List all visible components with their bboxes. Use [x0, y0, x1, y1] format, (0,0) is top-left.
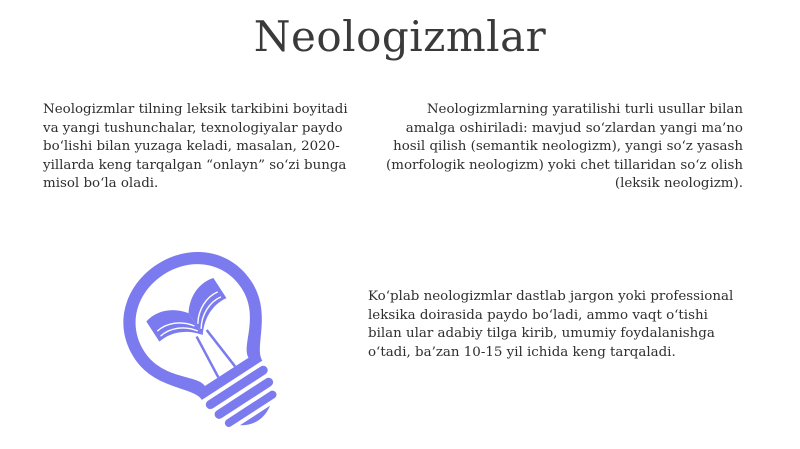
paragraph-right: Neologizmlarning yaratilishi turli usullar bilan amalga oshiriladi: mavjud so‘zlardan yangi ma’no hosil qilish (semantik neologizm), yangi so‘z yasash (morfologik neologizm) yoki chet tillaridan so‘z olish (leksik neologizm).	[386, 102, 743, 192]
lightbulb-book-icon	[100, 252, 312, 428]
paragraph-left: Neologizmlar tilning leksik tarkibini boyitadi va yangi tushunchalar, texnologiyalar paydo bo‘lishi bilan yuzaga keladi, masalan, 2020-yillarda keng tarqalgan “onlayn” so‘zi bunga misol bo‘la oladi.	[43, 102, 348, 192]
paragraph-bottom: Ko‘plab neologizmlar dastlab jargon yoki professional leksika doirasida paydo bo‘ladi, ammo vaqt o‘tishi bilan ular adabiy tilga kirib, umumiy foydalanishga o‘tadi, ba’zan 10-15 yil ichida keng tarqaladi.	[368, 289, 734, 360]
slide-title: Neologizmlar	[253, 12, 547, 61]
